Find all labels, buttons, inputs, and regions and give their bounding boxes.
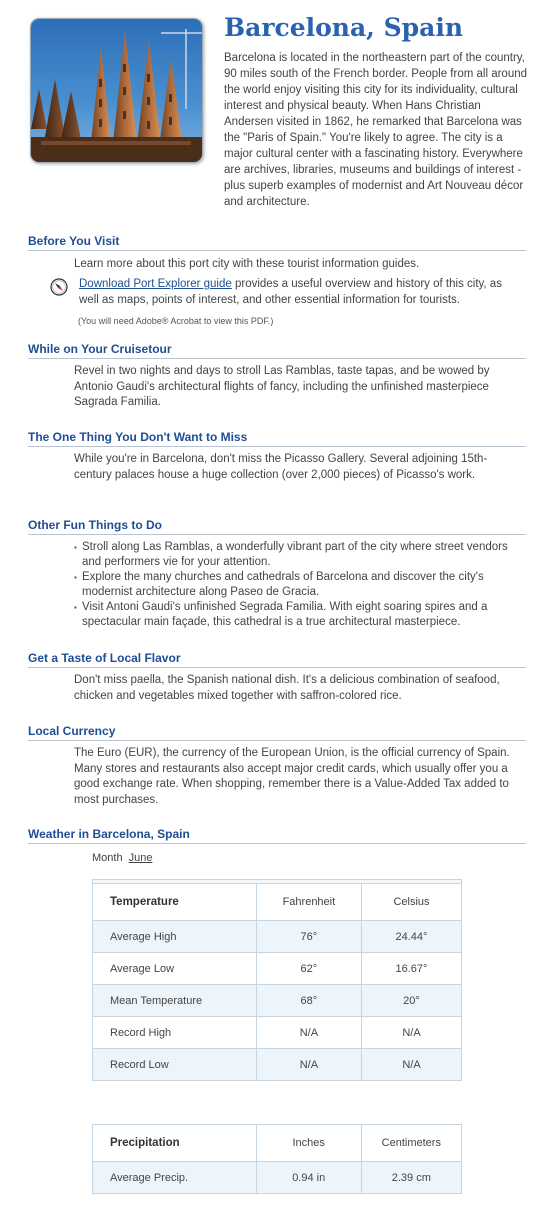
compass-icon [50, 278, 68, 296]
table-row [93, 921, 462, 953]
list-item: ▪ Stroll along Las Ramblas, a wonderfully vibrant part of the city where street vendors and performers vie for your attention. [74, 540, 524, 570]
table-row [93, 1049, 462, 1081]
table-cell: 68° [256, 985, 361, 1017]
table-header-cell: Fahrenheit [256, 884, 361, 921]
table-cell: Record Low [93, 1049, 257, 1081]
table-cell: 20° [361, 985, 461, 1017]
table-header-row [93, 1125, 462, 1162]
month-value[interactable]: June [128, 852, 153, 864]
section-heading-before-you-visit: Before You Visit [28, 234, 526, 251]
table-cell: N/A [361, 1049, 461, 1081]
table-cell: Average Low [93, 953, 257, 985]
table-header-row [93, 884, 462, 921]
one-thing-text: While you're in Barcelona, don't miss the Picasso Gallery. Several adjoining 15th-century palaces house a huge collection (over 2,000 pieces) of Picasso's work. [74, 453, 488, 481]
table-cell: N/A [256, 1049, 361, 1081]
table-header-cell: Temperature [93, 884, 257, 921]
month-selector [92, 852, 152, 864]
before-visit-text: Learn more about this port city with these tourist information guides. [74, 258, 420, 270]
section-heading-weather: Weather in Barcelona, Spain [28, 827, 526, 844]
table-cell: 2.39 cm [361, 1162, 461, 1194]
page-title: Barcelona, Spain [224, 13, 463, 42]
table-cell: 76° [256, 921, 361, 953]
table-cell: 62° [256, 953, 361, 985]
table-cell: N/A [361, 1017, 461, 1049]
section-heading-fun-things: Other Fun Things to Do [28, 518, 526, 535]
acrobat-note: (You will need Adobe® Acrobat to view this PDF.) [78, 316, 274, 326]
table-header-cell: Celsius [361, 884, 461, 921]
table-cell: Record High [93, 1017, 257, 1049]
cruisetour-text: Revel in two nights and days to stroll Las Ramblas, taste tapas, and be wowed by Antonio Gaudi's architectural flights of fancy, including the unfinished masterpiece Sagrada Familia. [74, 365, 490, 408]
intro-paragraph: Barcelona is located in the northeastern part of the country, 90 miles south of the French border. People from all around the world enjoy visiting this city for its individuality, cultural interest and physical beauty. When Hans Christian Andersen visited in 1862, he remarked that Barcelona was the "Paris of Spain." You're likely to agree. The city is a major cultural center with a fascinating history. Everywhere are archives, libraries, museums and buildings of interest - plus superb examples of modernist and Art Nouveau décor and architecture. [224, 52, 528, 208]
table-row [93, 1017, 462, 1049]
currency-text: The Euro (EUR), the currency of the European Union, is the official currency of Spain. Many stores and restaurants also accept major credit cards, which usually offer you a good exchange rate. When shopping, remember there is a Value-Added Tax added to most purchases. [74, 747, 510, 806]
table-cell: Mean Temperature [93, 985, 257, 1017]
table-cell: Average Precip. [93, 1162, 257, 1194]
table-header-cell: Inches [256, 1125, 361, 1162]
table-cell: N/A [256, 1017, 361, 1049]
local-flavor-text: Don't miss paella, the Spanish national dish. It's a delicious combination of seafood, chicken and vegetables mixed together with saffron-colored rice. [74, 674, 500, 702]
table-row [93, 985, 462, 1017]
section-heading-currency: Local Currency [28, 724, 526, 741]
table-row [93, 953, 462, 985]
list-item: ▪ Visit Antoni Gaudi's unfinished Segrada Familia. With eight soaring spires and a spectacular main façade, this cathedral is a true architectural masterpiece. [74, 600, 524, 630]
table-row [93, 1162, 462, 1194]
section-heading-local-flavor: Get a Taste of Local Flavor [28, 651, 526, 668]
table-cell: Average High [93, 921, 257, 953]
port-explorer-description: provides a useful overview and history of this city, as well as maps, points of interest, and other essential information for tourists. [79, 278, 502, 306]
table-cell: 16.67° [361, 953, 461, 985]
list-item: ▪ Explore the many churches and cathedrals of Barcelona and discover the city's modernist architecture along Paseo de Gracia. [74, 570, 524, 600]
month-label: Month [92, 852, 123, 864]
sagrada-familia-illustration [31, 19, 202, 162]
table-header-cell: Precipitation [93, 1125, 257, 1162]
section-heading-cruisetour: While on Your Cruisetour [28, 342, 526, 359]
sagrada-familia-photo [30, 18, 203, 163]
download-port-explorer-link[interactable]: Download Port Explorer guide [79, 278, 232, 290]
table-cell: 0.94 in [256, 1162, 361, 1194]
fun-things-list [74, 540, 524, 630]
precipitation-table [92, 1124, 462, 1194]
table-header-cell: Centimeters [361, 1125, 461, 1162]
temperature-table [92, 883, 462, 1081]
port-explorer-paragraph [79, 277, 524, 308]
table-cell: 24.44° [361, 921, 461, 953]
section-heading-one-thing: The One Thing You Don't Want to Miss [28, 430, 526, 447]
